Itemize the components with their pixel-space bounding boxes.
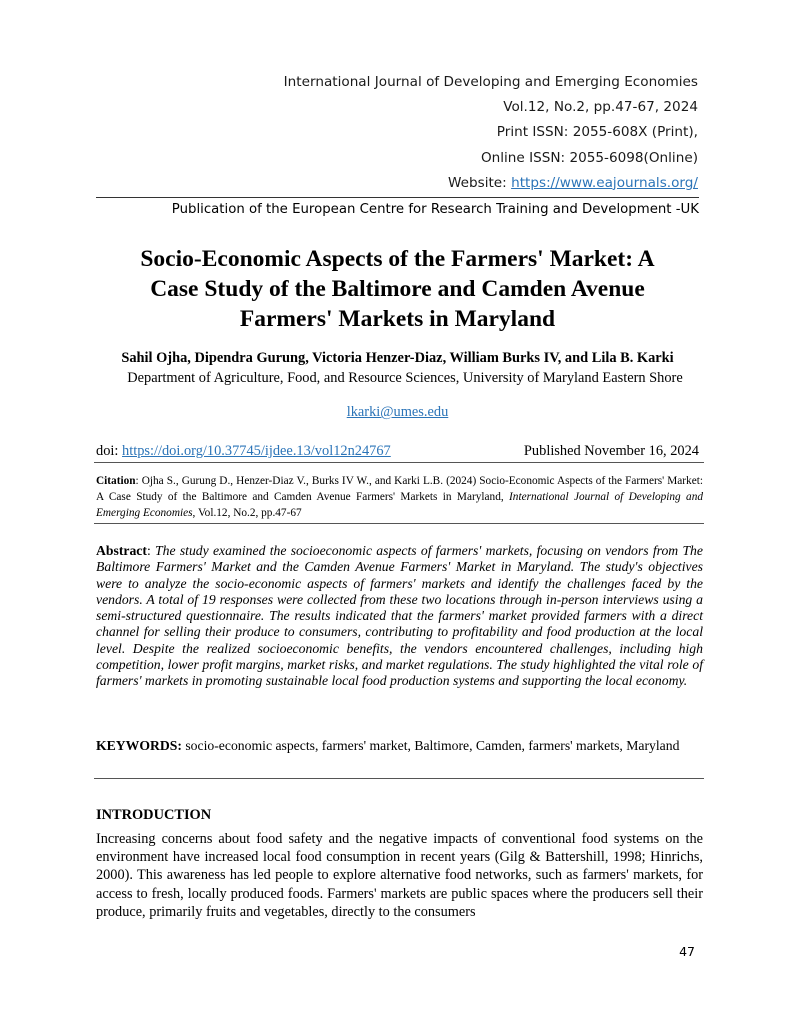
title-line-3: Farmers' Markets in Maryland [239,306,556,332]
citation-label: Citation [96,475,136,487]
author-list: Sahil Ojha, Dipendra Gurung, Victoria Henzer-Diaz, William Burks IV, and Lila B. Karki [121,350,674,366]
website-line [284,171,698,196]
divider-doi [94,462,704,463]
introduction-heading: INTRODUCTION [96,807,212,823]
doi [96,442,391,461]
keywords-text: socio-economic aspects, farmers' market, Baltimore, Camden, farmers' markets, Maryland [181,738,680,753]
divider-keywords [94,778,704,779]
doi-row [96,442,699,461]
paper-title [96,244,699,334]
website-link[interactable]: https://www.eajournals.org/ [511,174,698,191]
journal-volume: Vol.12, No.2, pp.47-67, 2024 [503,99,698,116]
introduction-text: Increasing concerns about food safety and the negative impacts of conventional food systems on the environment have increased local food consumption in recent years (Gilg & Battershill, 1998; Hinrichs, 2000). This awareness has led people to explore alternative food networks, such as farmers' markets, for access to fresh, locally produced foods. Farmers' markets are public spaces where the producers sell their produce, primarily fruits and vegetables, directly to the consumers [96,831,703,920]
title-line-2: Case Study of the Baltimore and Camden Avenue [150,276,645,302]
keywords-label: KEYWORDS: [96,738,182,753]
published-date: Published November 16, 2024 [523,443,699,459]
email-line [96,403,699,422]
citation-text: : Ojha S., Gurung D., Henzer-Diaz V., Burks IV W., and Karki L.B. (2024) Socio-Economic Aspects of the Farmers' Market: A Case Study of the Baltimore and Camden Avenue Farmers' Markets in Maryland, [96,475,703,503]
keywords [96,738,703,754]
doi-link[interactable]: https://doi.org/10.37745/ijdee.13/vol12n24767 [122,443,391,459]
citation-tail: , Vol.12, No.2, pp.47-67 [192,507,302,519]
journal-name: International Journal of Developing and Emerging Economies [283,74,698,90]
online-issn: Online ISSN: 2055-6098(Online) [480,149,698,166]
affiliation: Department of Agriculture, Food, and Resource Sciences, University of Maryland Eastern Shore [127,370,683,386]
abstract-label: Abstract [96,543,147,558]
citation-journal: International Journal of Developing and Emerging Economies [96,491,703,519]
website-label: Website: [447,174,512,191]
publisher-line: Publication of the European Centre for Research Training and Development -UK [96,197,699,221]
title-line-1: Socio-Economic Aspects of the Farmers' Market: A [140,246,655,272]
abstract: Abstract: The study examined the socioeconomic aspects of farmers' markets, focusing on vendors from The Baltimore Farmers' Market and the Camden Avenue Farmers' Market in Maryland. The study's objectives were to analyze the socio-economic aspects of farmers' markets and identify the challenges faced by the vendors. A total of 19 responses were collected from these two locations through in-person interviews using a semi-structured questionnaire. The results indicated that the farmers' market provided farmers with a direct channel for selling their produce to consumers, contributing to profitability and food production at the local level. Despite the realized socioeconomic benefits, the vendors encountered challenges, including high competition, lower profit margins, market risks, and market regulations. The study highlighted the vital role of farmers' markets in promoting sustainable local food production systems and supporting the local economy. [96,543,703,689]
print-issn: Print ISSN: 2055-608X (Print), [496,124,698,141]
page-number: 47 [679,944,695,959]
email-link[interactable]: lkarki@umes.edu [346,404,449,420]
divider-citation [94,523,704,524]
abstract-text: The study examined the socioeconomic aspects of farmers' markets, focusing on vendors from The Baltimore Farmers' Market and the Camden Avenue Farmers' Market in Maryland. The study's objectives were to analyze the socio-economic aspects of farmers' markets and identify the challenges faced by the vendors. A total of 19 responses were collected from these two locations through in-person interviews using a semi-structured questionnaire. The results indicated that the farmers' market provided farmers with a direct channel for selling their produce to consumers, contributing to profitability and food production at the local level. Despite the realized socioeconomic benefits, the vendors encountered challenges, including high competition, lower profit margins, market risks, and market regulations. The study highlighted the vital role of farmers' markets in promoting sustainable local food production systems and supporting the local economy. [96,543,703,689]
journal-header [284,70,698,196]
doi-label: doi: [96,443,122,459]
citation [96,473,703,521]
